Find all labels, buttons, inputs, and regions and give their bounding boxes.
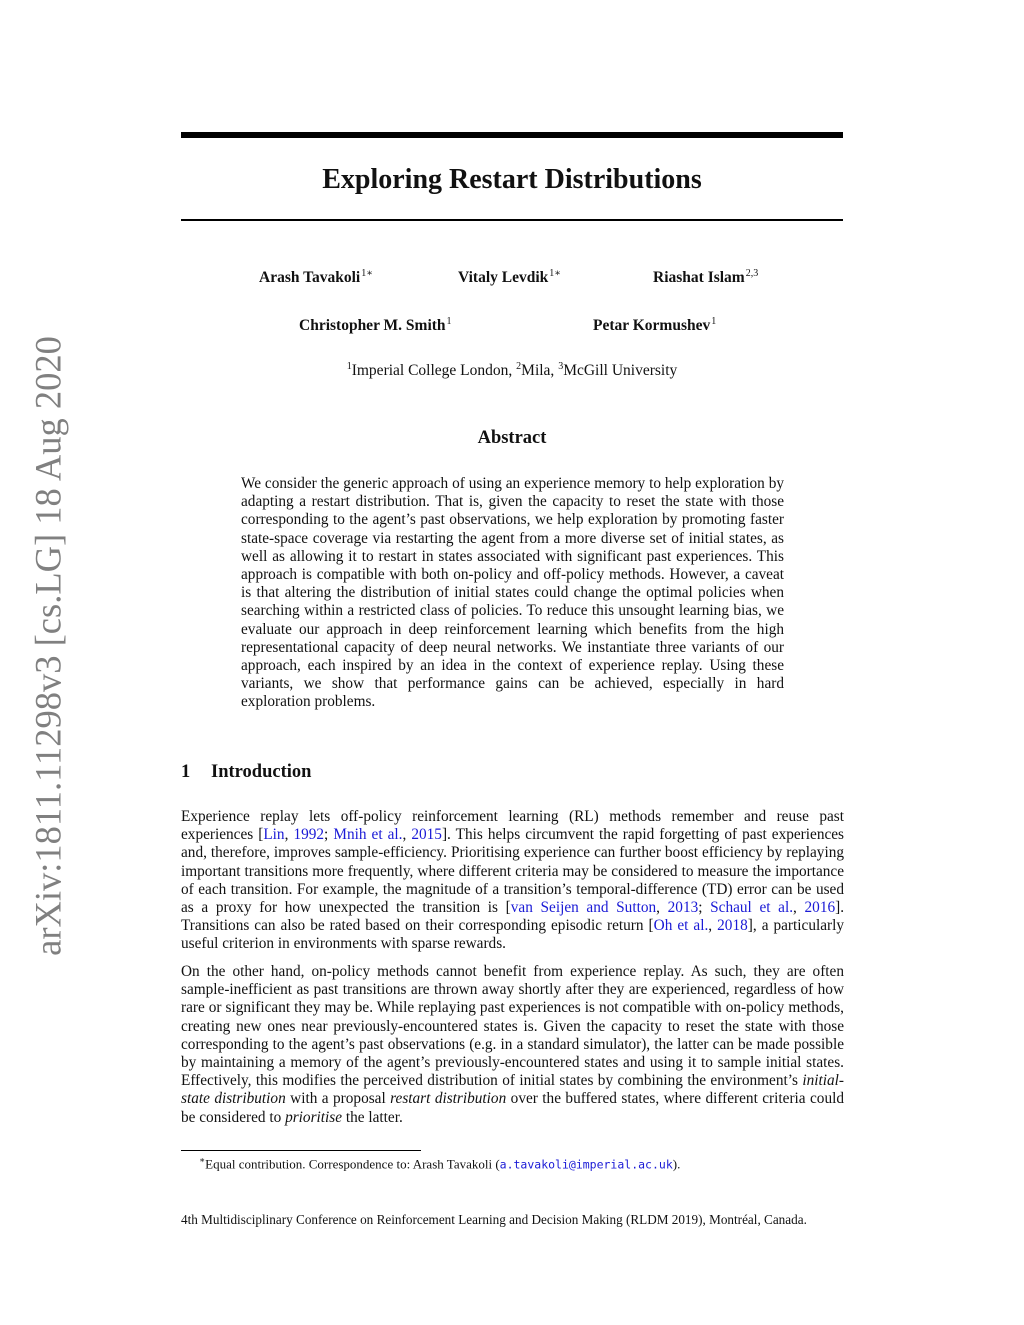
arxiv-stamp: arXiv:1811.11298v3 [cs.LG] 18 Aug 2020 bbox=[27, 336, 69, 956]
intro-paragraph-2 bbox=[181, 963, 844, 1127]
citation-link[interactable]: Mnih et al. bbox=[333, 826, 403, 844]
title-top-rule bbox=[181, 132, 843, 138]
affil-mark: 2 bbox=[516, 361, 522, 372]
footnote bbox=[199, 1155, 680, 1172]
citation-link[interactable]: 2015 bbox=[411, 826, 442, 844]
author-petar-kormushev bbox=[593, 316, 716, 335]
citation-link[interactable]: Lin bbox=[263, 826, 285, 844]
email-link[interactable]: a.tavakoli@imperial.ac.uk bbox=[499, 1157, 673, 1172]
author-affil-mark: 2,3 bbox=[745, 268, 759, 279]
section-heading-introduction bbox=[181, 762, 311, 783]
para-text: , bbox=[402, 826, 412, 844]
citation-link[interactable]: Schaul et al. bbox=[710, 899, 794, 917]
citation-link[interactable]: 2018 bbox=[717, 917, 748, 935]
para-text: , bbox=[656, 899, 668, 917]
venue-note: 4th Multidisciplinary Conference on Reinforcement Learning and Decision Making (RLDM 2019), Montréal, Canada. bbox=[181, 1212, 807, 1227]
author-affil-mark: 1 bbox=[446, 316, 452, 327]
citation-link[interactable]: 2013 bbox=[667, 899, 699, 917]
citation-link[interactable]: 2016 bbox=[804, 899, 836, 917]
footnote-rule bbox=[181, 1150, 421, 1151]
citation-link[interactable]: 1992 bbox=[293, 826, 325, 844]
para-text: with a proposal bbox=[285, 1090, 391, 1108]
title-bottom-rule bbox=[181, 219, 843, 221]
author-name: Arash Tavakoli bbox=[259, 269, 361, 287]
para-text: ], a particularly useful criterion in environments with sparse rewards. bbox=[181, 917, 845, 953]
para-text: , bbox=[708, 917, 718, 935]
footnote-end: ). bbox=[672, 1156, 681, 1172]
affil-mila: Mila, bbox=[521, 362, 559, 380]
section-number: 1 bbox=[181, 762, 191, 782]
author-name: Vitaly Levdik bbox=[458, 269, 549, 287]
para-text: ]. Transitions can also be rated based on their corresponding episodic return [ bbox=[181, 899, 845, 935]
footnote-mark: ∗ bbox=[199, 1155, 206, 1165]
footnote-text: Equal contribution. Correspondence to: Arash Tavakoli ( bbox=[205, 1156, 500, 1172]
citation-link[interactable]: van Seijen and Sutton bbox=[510, 899, 657, 917]
abstract-heading: Abstract bbox=[477, 428, 547, 448]
para-text: , bbox=[284, 826, 294, 844]
author-christopher-smith bbox=[299, 316, 452, 335]
affiliations bbox=[181, 361, 843, 380]
emphasis-term: initial-state distribution bbox=[181, 1072, 844, 1108]
abstract-body: We consider the generic approach of using an experience memory to help exploration by adapting a restart distribution. That is, given the capacity to reset the state with those corresponding to the agent’s past observations, we help exploration by promoting faster state-space coverage via restarting the agent from a more diverse set of initial states, as well as allowing it to restart in states associated with significant past experiences. This approach is compatible with both on-policy and off-policy methods. However, a caveat is that altering the distribution of initial states could change the optimal policies when searching within a restricted class of policies. To reduce this unsought learning bias, we evaluate our approach in deep reinforcement learning which benefits from the high representational capacity of deep neural networks. We instantiate three variants of our approach, each inspired by an idea in the context of experience replay. Using these variants, we show that performance gains can be achieved, especially in hard exploration problems. bbox=[241, 475, 784, 711]
citation-link[interactable]: Oh et al. bbox=[653, 917, 709, 935]
para-text: , bbox=[793, 899, 805, 917]
para-text: ; bbox=[324, 826, 334, 844]
author-arash-tavakoli bbox=[259, 268, 373, 287]
author-affil-mark: 1∗ bbox=[361, 268, 374, 279]
emphasis-term: restart distribution bbox=[390, 1090, 507, 1108]
para-text: Experience replay lets off-policy reinforcement learning (RL) methods remember and reuse past experiences [ bbox=[181, 808, 844, 844]
affil-imperial: Imperial College London, bbox=[351, 362, 517, 380]
para-text: the latter. bbox=[342, 1108, 403, 1126]
author-vitaly-levdik bbox=[458, 268, 561, 287]
author-riashat-islam bbox=[653, 268, 758, 287]
author-name: Petar Kormushev bbox=[593, 317, 711, 335]
affil-mcgill: McGill University bbox=[563, 362, 678, 380]
intro-paragraph-1 bbox=[181, 808, 844, 954]
paper-title: Exploring Restart Distributions bbox=[322, 164, 702, 195]
author-affil-mark: 1∗ bbox=[549, 268, 562, 279]
author-name: Riashat Islam bbox=[653, 269, 745, 287]
emphasis-term: prioritise bbox=[285, 1108, 343, 1126]
para-text: ]. This helps circumvent the rapid forgetting of past experiences and, therefore, improves sample-efficiency. Prioritising experience can further boost efficiency by replaying important transitions more frequently, where different criteria may be considered to measure the importance of each transition. For example, the magnitude of a transition’s temporal-difference (TD) error can be used as a proxy for how unexpected the transition is [ bbox=[181, 826, 844, 917]
para-text: ; bbox=[698, 899, 711, 917]
section-title: Introduction bbox=[211, 762, 312, 782]
para-text: On the other hand, on-policy methods cannot benefit from experience replay. As such, they are often sample-inefficient as past transitions are thrown away shortly after they are experienced, regardless of how rare or significant they may be. While replaying past experiences is not compatible with on-policy methods, creating new ones near previously-encountered states is. Given the capacity to reset the state with those corresponding to the agent’s past observations (e.g. in a standard simulator), the latter can be made possible by maintaining a memory of the agent’s previously-encountered states and using it to sample initial states. Effectively, this modifies the perceived distribution of initial states by combining the environment’s bbox=[181, 963, 844, 1090]
affil-mark: 3 bbox=[558, 361, 564, 372]
author-affil-mark: 1 bbox=[711, 316, 717, 327]
affil-mark: 1 bbox=[346, 361, 352, 372]
author-name: Christopher M. Smith bbox=[299, 317, 446, 335]
para-text: over the buffered states, where different criteria could be considered to bbox=[181, 1090, 844, 1126]
